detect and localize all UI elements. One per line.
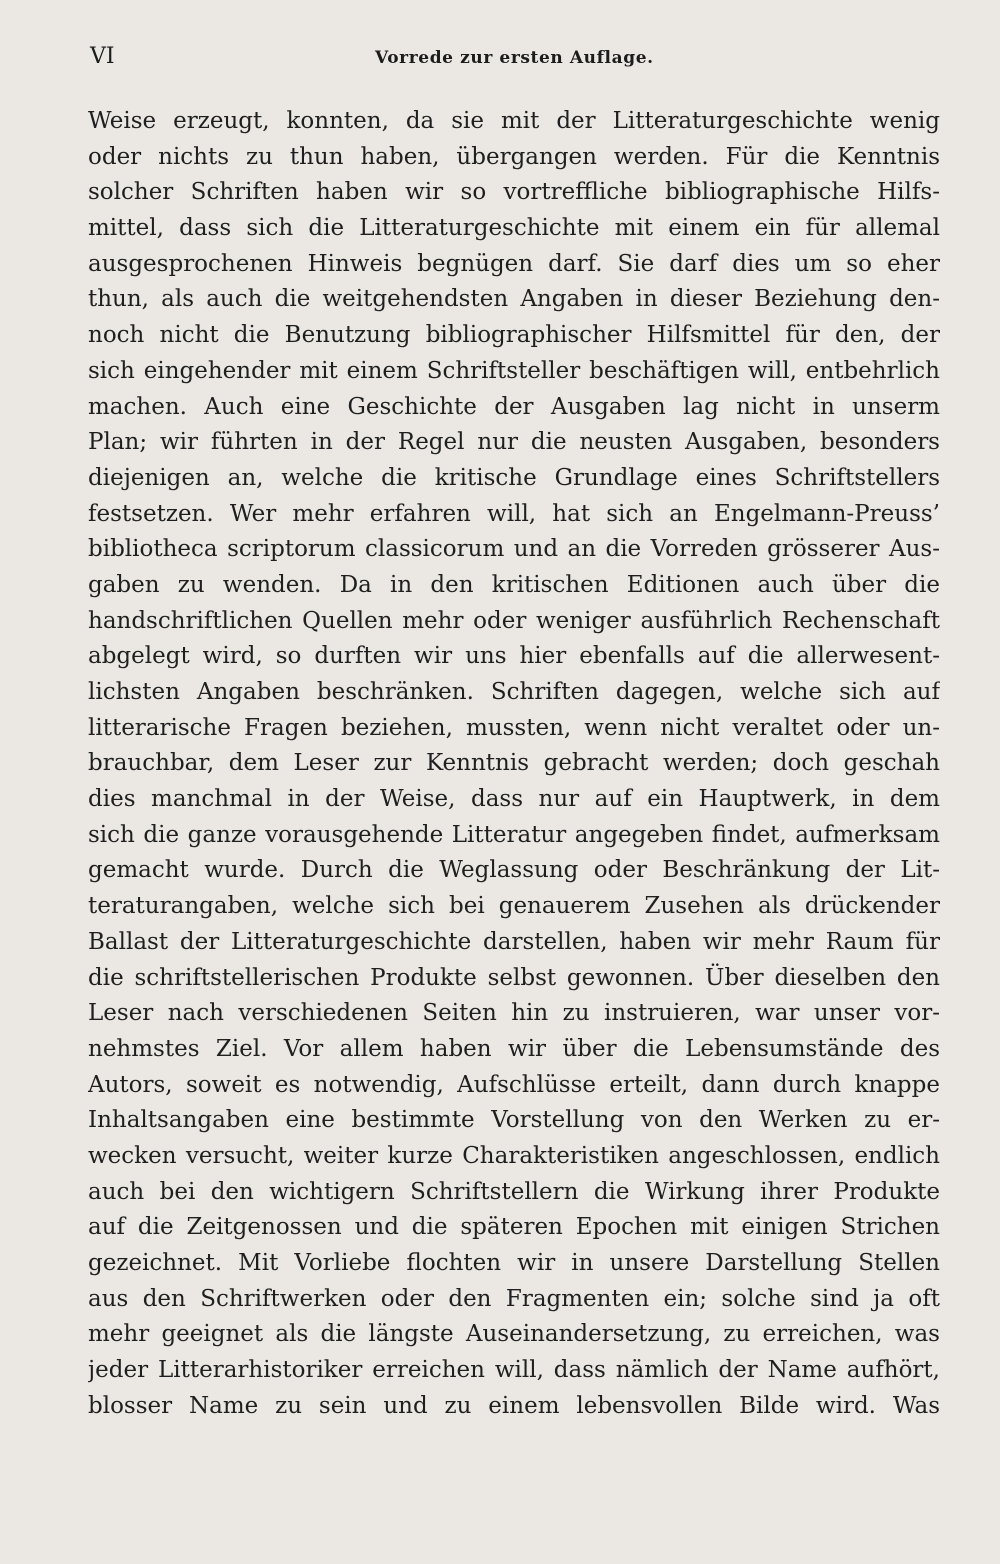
text-line: thun, als auch die weitgehendsten Angaben in dieser Beziehung den- bbox=[88, 286, 940, 313]
text-line: Autors, soweit es notwendig, Aufschlüsse erteilt, dann durch knappe bbox=[88, 1071, 940, 1098]
text-line: aus den Schriftwerken oder den Fragmenten ein; solche sind ja oft bbox=[88, 1285, 940, 1312]
text-line: Weise erzeugt, konnten, da sie mit der Litteraturgeschichte wenig bbox=[88, 108, 940, 134]
text-line: gaben zu wenden. Da in den kritischen Editionen auch über die bbox=[88, 571, 940, 598]
text-line: die schriftstellerischen Produkte selbst gewonnen. Über dieselben den bbox=[88, 964, 940, 991]
text-line: gemacht wurde. Durch die Weglassung oder Beschränkung der Lit- bbox=[88, 857, 940, 884]
text-line: solcher Schriften haben wir so vortreffliche bibliographische Hilfs- bbox=[88, 179, 940, 206]
text-line: auf die Zeitgenossen und die späteren Epochen mit einigen Strichen bbox=[88, 1214, 940, 1241]
text-line: abgelegt wird, so durften wir uns hier ebenfalls auf die allerwesent- bbox=[88, 643, 940, 670]
page-header bbox=[90, 44, 936, 78]
text-line: gezeichnet. Mit Vorliebe flochten wir in unsere Darstellung Stellen bbox=[88, 1250, 940, 1276]
text-line: lichsten Angaben beschränken. Schriften dagegen, welche sich auf bbox=[88, 679, 940, 705]
text-line: dies manchmal in der Weise, dass nur auf ein Hauptwerk, in dem bbox=[88, 786, 940, 813]
text-line: Plan; wir führten in der Regel nur die neusten Ausgaben, besonders bbox=[88, 429, 940, 456]
text-line: ausgesprochenen Hinweis begnügen darf. Sie darf dies um so eher bbox=[88, 250, 940, 277]
text-line: jeder Litterarhistoriker erreichen will, dass nämlich der Name aufhört, bbox=[88, 1357, 940, 1384]
text-line: wecken versucht, weiter kurze Charakteristiken angeschlossen, endlich bbox=[88, 1142, 940, 1169]
text-line: sich eingehender mit einem Schriftsteller beschäftigen will, entbehrlich bbox=[88, 357, 940, 384]
body-text bbox=[88, 104, 940, 1424]
text-line: handschriftlichen Quellen mehr oder weniger ausführlich Rechenschaft bbox=[88, 607, 940, 634]
text-line: noch nicht die Benutzung bibliographischer Hilfsmittel für den, der bbox=[88, 322, 940, 349]
text-line: sich die ganze vorausgehende Litteratur angegeben findet, aufmerksam bbox=[88, 821, 940, 848]
text-line: auch bei den wichtigern Schriftstellern die Wirkung ihrer Produkte bbox=[88, 1178, 940, 1205]
text-line: machen. Auch eine Geschichte der Ausgaben lag nicht in unserm bbox=[88, 393, 940, 420]
text-line: Ballast der Litteraturgeschichte darstellen, haben wir mehr Raum für bbox=[88, 928, 940, 955]
text-line: Leser nach verschiedenen Seiten hin zu instruieren, war unser vor- bbox=[88, 1000, 940, 1027]
text-line: mehr geeignet als die längste Auseinandersetzung, zu erreichen, was bbox=[88, 1321, 940, 1348]
text-line: festsetzen. Wer mehr erfahren will, hat sich an Engelmann-Preuss’ bbox=[88, 500, 940, 527]
running-title: Vorrede zur ersten Auflage. bbox=[375, 48, 654, 68]
text-line: Inhaltsangaben eine bestimmte Vorstellung von den Werken zu er- bbox=[88, 1107, 940, 1134]
text-line: diejenigen an, welche die kritische Grundlage eines Schriftstellers bbox=[88, 464, 940, 491]
text-line: mittel, dass sich die Litteraturgeschichte mit einem ein für allemal bbox=[88, 215, 940, 242]
text-line: bibliotheca scriptorum classicorum und an die Vorreden grösserer Aus- bbox=[88, 536, 940, 563]
text-line: brauchbar, dem Leser zur Kenntnis gebracht werden; doch geschah bbox=[88, 750, 940, 777]
text-line: oder nichts zu thun haben, übergangen werden. Für die Kenntnis bbox=[88, 143, 940, 170]
text-line: litterarische Fragen beziehen, mussten, wenn nicht veraltet oder un- bbox=[88, 714, 940, 741]
text-line: teraturangaben, welche sich bei genauerem Zusehen als drückender bbox=[88, 893, 940, 920]
text-line: blosser Name zu sein und zu einem lebensvollen Bilde wird. Was bbox=[88, 1392, 940, 1419]
text-line: nehmstes Ziel. Vor allem haben wir über die Lebensumstände des bbox=[88, 1035, 940, 1062]
page-number: VI bbox=[90, 44, 115, 69]
